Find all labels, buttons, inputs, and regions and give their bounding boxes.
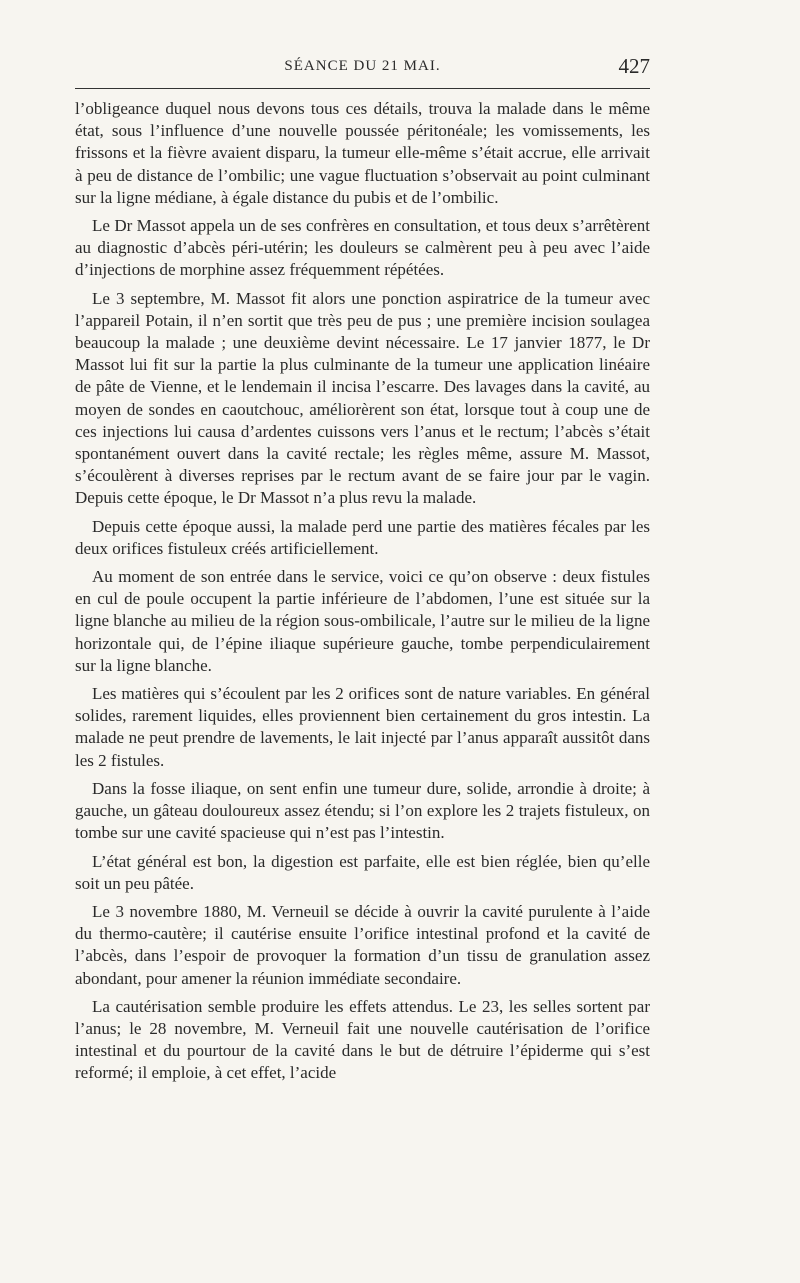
header-title: SÉANCE DU 21 MAI. bbox=[284, 58, 441, 74]
paragraph: La cautérisation semble produire les effets attendus. Le 23, les selles sortent par l’anus; le 28 novembre, M. Verneuil fait une nouvelle cautérisation de l’orifice intestinal et du pourtour de la cavité dans le but de détruire l’épiderme qui s’est reformé; il emploie, à cet effet, l’acide bbox=[75, 996, 650, 1083]
paragraph: Le 3 novembre 1880, M. Verneuil se décide à ouvrir la cavité purulente à l’aide du thermo-cautère; il cautérise ensuite l’orifice intestinal profond et la cavité de l’abcès, dans l’espoir de provoquer la formation d’un tissu de granulation assez abondant, pour amener la réunion immédiate secondaire. bbox=[75, 901, 650, 988]
paragraph: Le 3 septembre, M. Massot fit alors une ponction aspiratrice de la tumeur avec l’appareil Potain, il n’en sortit que très peu de pus ; une première incision soulagea beaucoup la malade ; une deuxième devint nécessaire. Le 17 janvier 1877, le Dr Massot lui fit sur la partie la plus culminante de la tumeur une application linéaire de pâte de Vienne, et le lendemain il incisa l’escarre. Des lavages dans la cavité, au moyen de sondes en caoutchouc, améliorèrent son état, lorsque tout à coup une de ces injections lui causa d’ardentes cuissons vers l’anus et le rectum; l’abcès s’était spontanément ouvert dans la cavité rectale; les règles même, assure M. Massot, s’écoulèrent à diverses reprises par le rectum avant de se faire jour par le vagin. Depuis cette époque, le Dr Massot n’a plus revu la malade. bbox=[75, 288, 650, 508]
body-text bbox=[75, 98, 650, 1091]
paragraph: Depuis cette époque aussi, la malade perd une partie des matières fécales par les deux orifices fistuleux créés artificiellement. bbox=[75, 516, 650, 558]
header-rule bbox=[75, 88, 650, 89]
paragraph: Les matières qui s’écoulent par les 2 orifices sont de nature variables. En général solides, rarement liquides, elles proviennent bien certainement du gros intestin. La malade ne peut prendre de lavements, le lait injecté par l’anus apparaît aussitôt dans les 2 fistules. bbox=[75, 684, 650, 770]
paragraph: Dans la fosse iliaque, on sent enfin une tumeur dure, solide, arrondie à droite; à gauche, un gâteau douloureux assez étendu; si l’on explore les 2 trajets fistuleux, on tombe sur une cavité spacieuse qui n’est pas l’intestin. bbox=[75, 778, 650, 843]
paragraph: Le Dr Massot appela un de ses confrères en consultation, et tous deux s’arrêtèrent au diagnostic d’abcès péri-utérin; les douleurs se calmèrent peu à peu avec l’aide d’injections de morphine assez fréquemment répétées. bbox=[75, 216, 650, 280]
paragraph: Au moment de son entrée dans le service, voici ce qu’on observe : deux fistules en cul de poule occupent la partie inférieure de l’abdomen, l’une est située sur la ligne blanche au milieu de la région sous-ombilicale, l’autre sur le milieu de la ligne horizontale qui, de l’épine iliaque supérieure gauche, tombe perpendiculairement sur la ligne blanche. bbox=[75, 567, 650, 675]
paragraph: L’état général est bon, la digestion est parfaite, elle est bien réglée, bien qu’elle soit un peu pâtée. bbox=[75, 851, 650, 893]
paragraph: l’obligeance duquel nous devons tous ces détails, trouva la malade dans le même état, sous l’influence d’une nouvelle poussée péritonéale; les vomissements, les frissons et la fièvre avaient disparu, la tumeur elle-même s’était accrue, elle arrivait à peu de distance de l’ombilic; une vague fluctuation s’observait au point culminant sur la ligne médiane, à égale distance du pubis et de l’ombilic. bbox=[75, 99, 650, 207]
page-number: 427 bbox=[618, 54, 650, 78]
running-header bbox=[75, 54, 650, 82]
